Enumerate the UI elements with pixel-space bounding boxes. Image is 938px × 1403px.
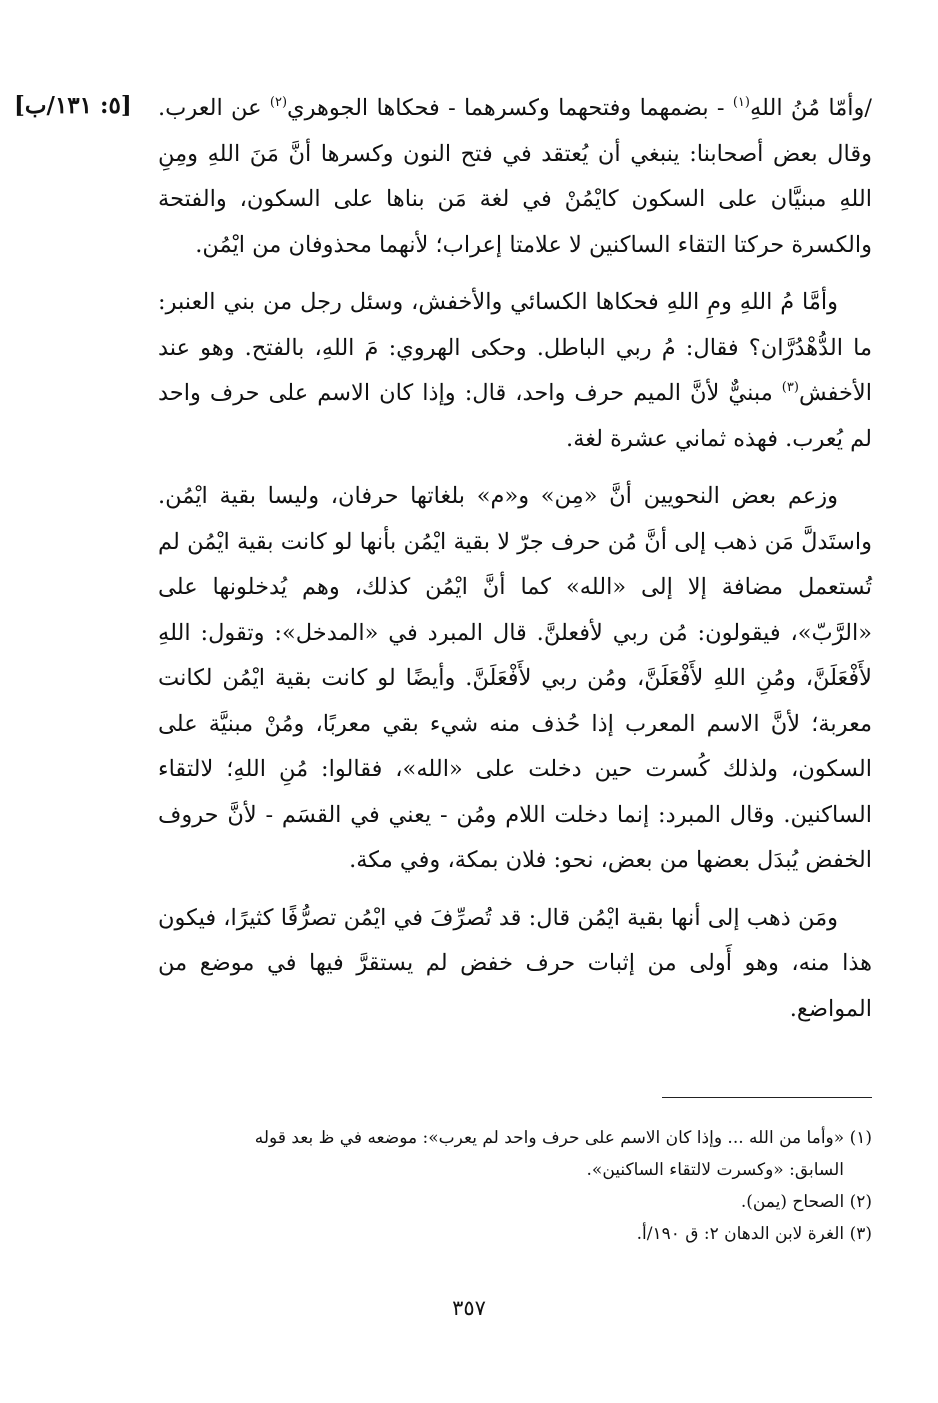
paragraph-3: وزعم بعض النحويين أنَّ «مِن» و«م» بلغاتها حرفان، وليسا بقية ايْمُن. واستَدلَّ مَن ذهب إلى أنَّ مُن حرف جرّ لا بقية ايْمُن بأنها لو كانت بقية ايْمُن لم تُستعمل مضافة إلا إلى «الله» كما أنَّ ايْمُن كذلك، وهم يُدخلونها على «الرَّبّ»، فيقولون: مُن ربي لأفعلنَّ. قال المبرد في «المدخل»: وتقول: اللهِ لأَفْعَلَنَّ، ومُنِ اللهِ لأَفْعَلَنَّ، ومُن ربي لأَفْعَلَنَّ. وأيضًا لو كانت بقية ايْمُن لكانت معربة؛ لأنَّ الاسم المعرب إذا حُذف منه شيء بقي معربًا، ومُنْ مبنيَّة على السكون، ولذلك كُسرت حين دخلت على «الله»، فقالوا: مُنِ اللهِ؛ لالتقاء الساكنين. وقال المبرد: إنما دخلت اللام ومُن - يعني في القسَم - لأنَّ حروف الخفض يُبدَل بعضها من بعض، نحو: فلان بمكة، وفي مكة. — [158, 483, 872, 873]
paragraph-2 — [158, 280, 872, 462]
manuscript-folio-reference: [٥: ١٣١/ب] — [14, 92, 132, 119]
paragraph-1-end: عن العرب. وقال بعض أصحابنا: ينبغي أن يُعتقد في فتح النون وكسرها أنَّ مَنَ اللهِ ومِنِ اللهِ مبنيَّان على السكون كايْمُنْ في لغة مَن بناها على السكون، والفتحة والكسرة حركتا التقاء الساكنين لا علامتا إعراب؛ لأنهما محذوفان من ايْمُن. — [158, 95, 872, 258]
footnote-2 — [158, 1186, 872, 1218]
footnote-marker-2[interactable]: (٢) — [269, 95, 288, 110]
paragraph-2-start: وأمَّا مُ اللهِ ومِ اللهِ فحكاها الكسائي والأخفش، وسئل رجل من بني العنبر: ما الدُّهْدُرَّان؟ فقال: مُ ربي الباطل. وحكى الهروي: مَ اللهِ، بالفتح. وهو عند الأخفش — [158, 289, 872, 406]
footnote-3 — [158, 1218, 872, 1250]
footnote-separator — [662, 1097, 872, 1098]
footnote-1-continuation: السابق: «وكسرت لالتقاء الساكنين». — [586, 1160, 844, 1180]
footnote-1-number: (١) — [849, 1128, 872, 1148]
page-number: ٣٥٧ — [452, 1296, 486, 1320]
main-text — [158, 86, 872, 1044]
footnote-2-text: الصحاح (يمن). — [740, 1192, 850, 1212]
footnote-1-text: «وأما من الله ... وإذا كان الاسم على حرف واحد لم يعرب»: موضعه في ظ بعد قوله — [254, 1128, 850, 1148]
footnote-2-number: (٢) — [849, 1192, 872, 1212]
paragraph-1 — [158, 86, 872, 268]
paragraph-1-start: /وأمّا مُنُ اللهِ — [749, 95, 872, 121]
footnotes — [158, 1122, 872, 1250]
footnote-3-text: الغرة لابن الدهان ٢: ق ١٩٠/أ. — [636, 1224, 850, 1244]
paragraph-1-middle: - بضمهما وفتحهما وكسرهما - فحكاها الجوهري — [287, 95, 733, 121]
footnote-3-number: (٣) — [849, 1224, 872, 1244]
footnote-1 — [158, 1122, 872, 1154]
paragraph-2-end: مبنيٌّ لأنَّ الميم حرف واحد، قال: وإذا كان الاسم على حرف واحد لم يُعرب. فهذه ثماني عشرة لغة. — [158, 380, 872, 452]
paragraph-4: ومَن ذهب إلى أنها بقية ايْمُن قال: قد تُصرِّفَ في ايْمُن تصرُّفًا كثيرًا، فيكون هذا منه، وهو أَولى من إثبات حرف خفض لم يستقرَّ فيها في موضع من المواضع. — [158, 904, 872, 1022]
footnote-marker-1[interactable]: (١) — [732, 95, 750, 110]
footnote-marker-3[interactable]: (٣) — [781, 380, 799, 395]
